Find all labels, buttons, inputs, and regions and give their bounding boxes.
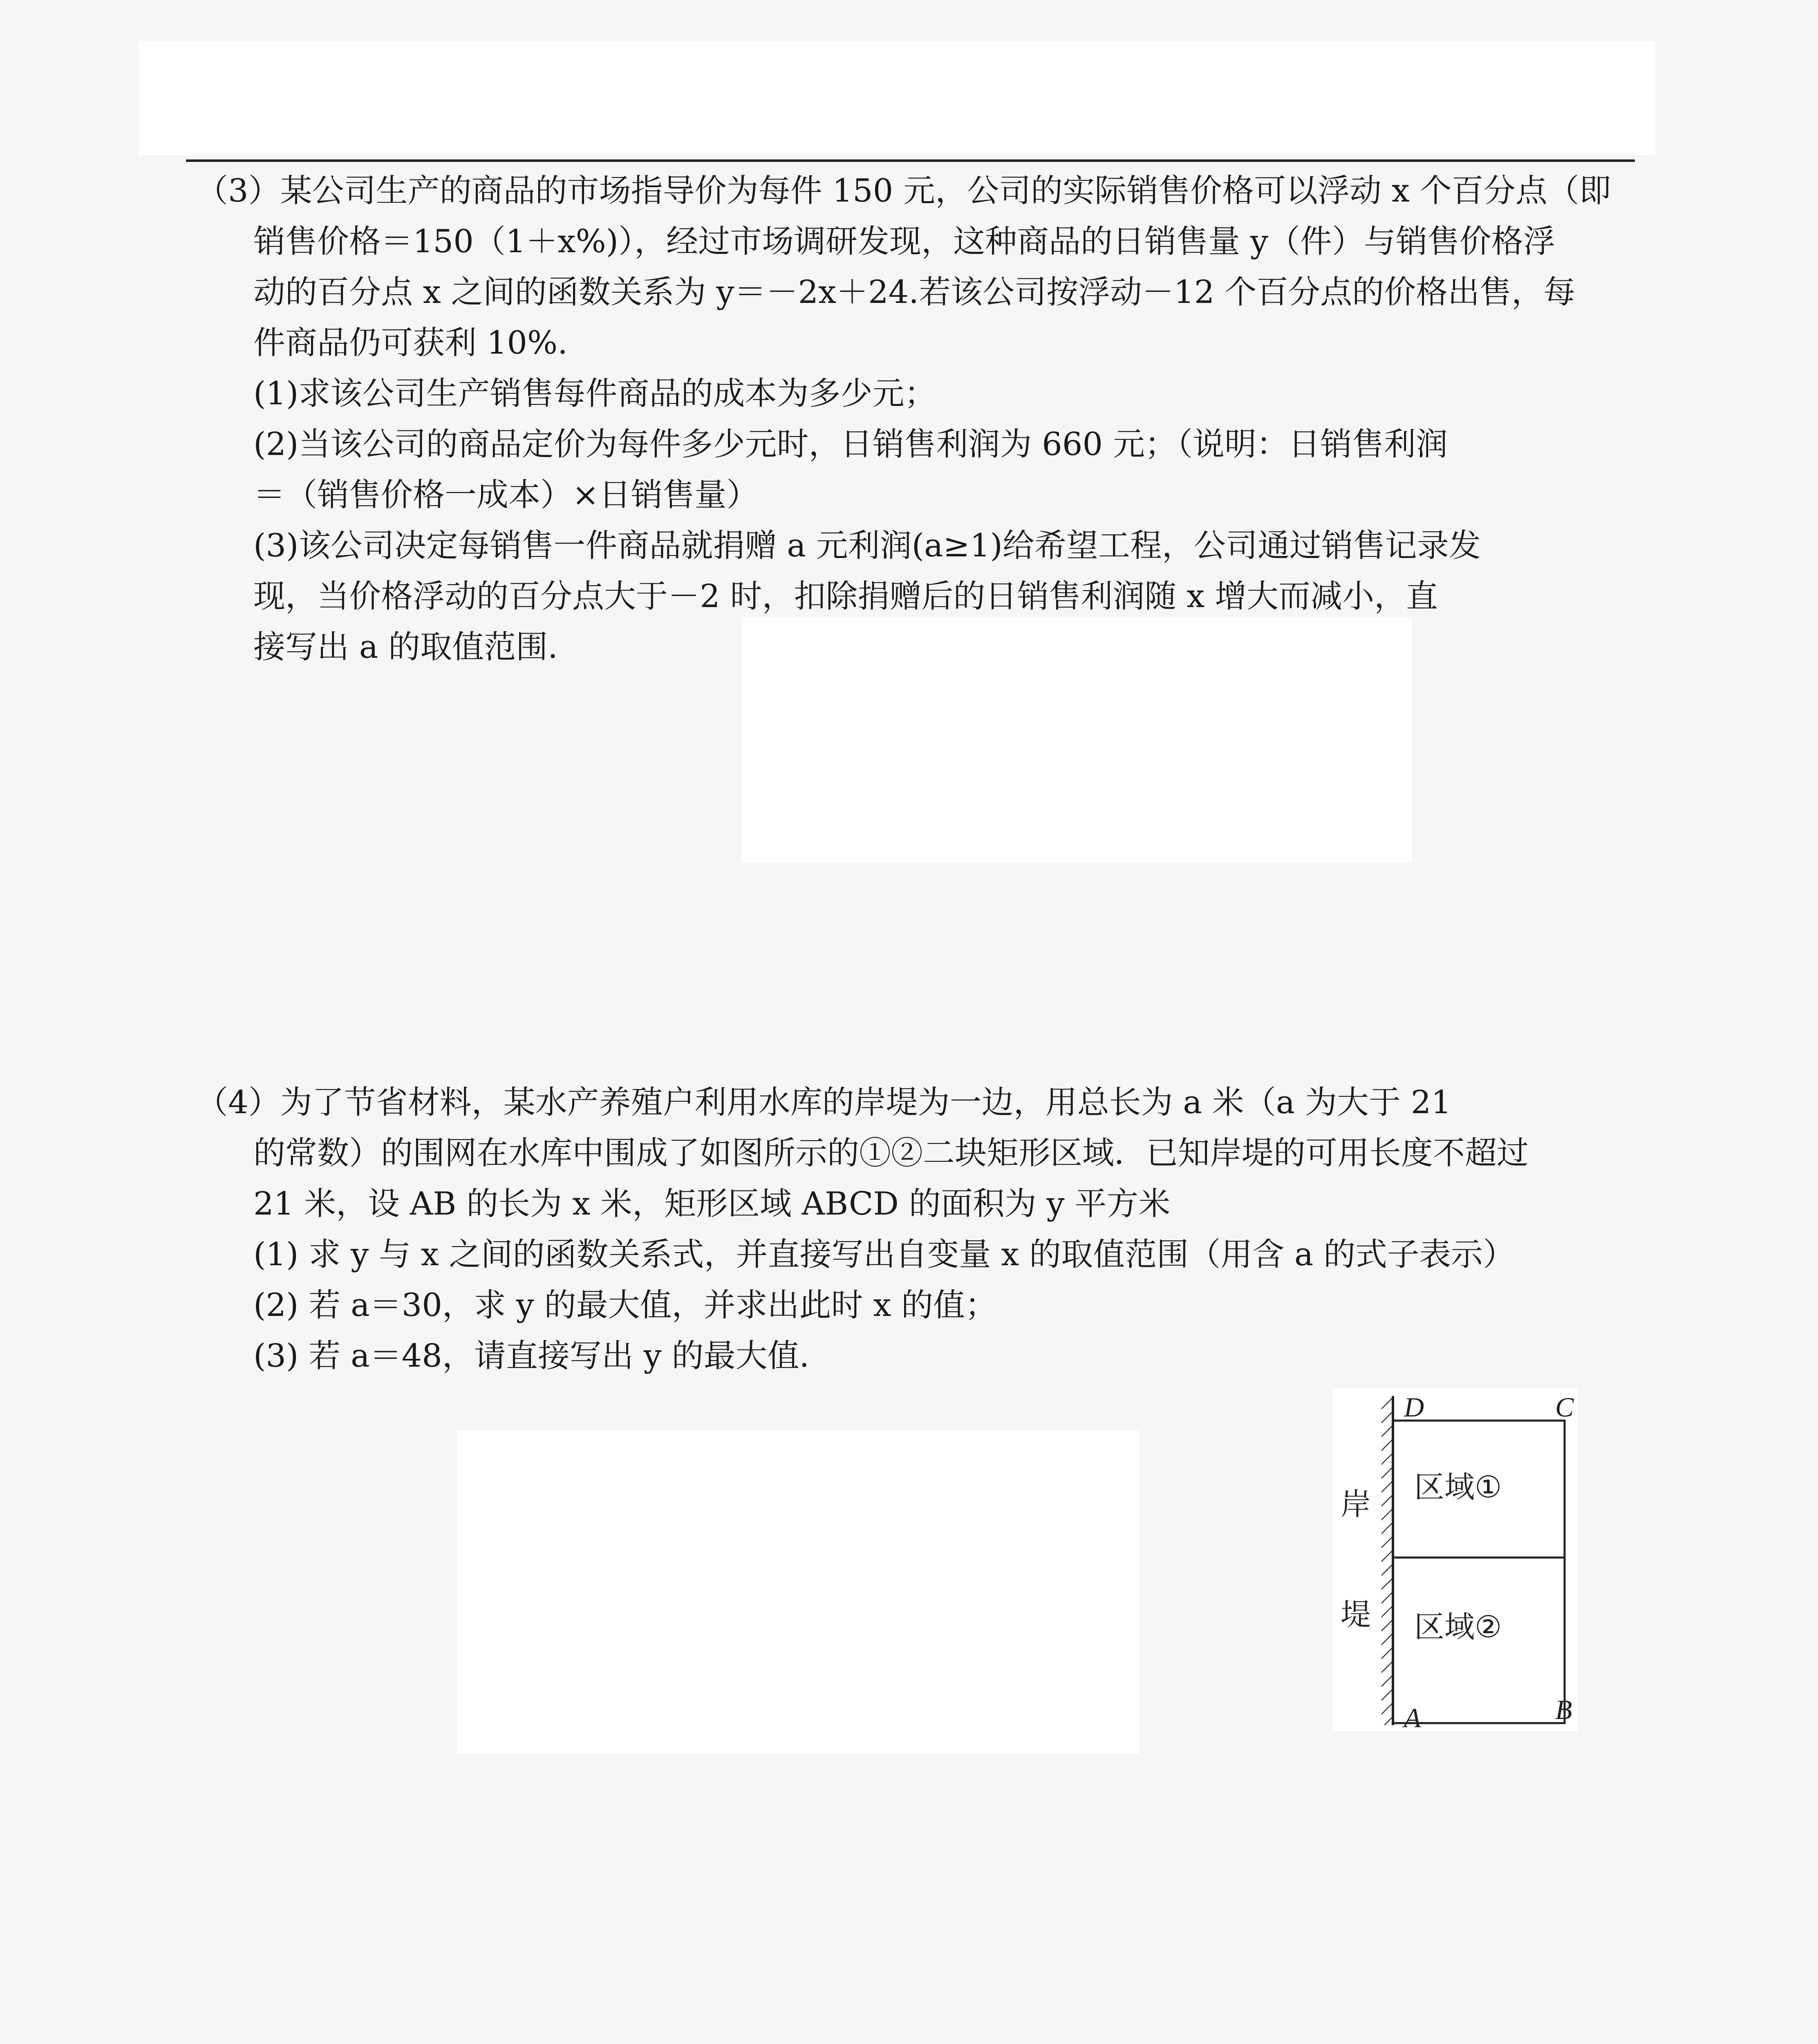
label-d: D — [1404, 1392, 1424, 1423]
header-blank-area — [139, 41, 1655, 155]
diagram-background — [1332, 1388, 1578, 1731]
problem-3-line-3: 动的百分点 x 之间的函数关系为 y＝－2x＋24.若该公司按浮动－12 个百分点的价格出售，每 — [253, 274, 1576, 311]
problem-3 — [196, 166, 1643, 672]
bank-rectangle-diagram — [1332, 1388, 1578, 1731]
problem-3-line-2: 销售价格＝150（1＋x%)），经过市场调研发现，这种商品的日销售量 y（件）与销售价格浮 — [253, 223, 1555, 260]
problem-3-line-4: 件商品仍可获利 10%. — [253, 325, 568, 361]
label-a: A — [1404, 1702, 1421, 1731]
answer-blank-area-2 — [457, 1431, 1140, 1754]
header-rule — [186, 159, 1635, 162]
bank-char-2: 堤 — [1341, 1597, 1371, 1632]
label-c: C — [1555, 1392, 1574, 1423]
region-2-label: 区域② — [1414, 1609, 1502, 1645]
problem-3-part-1: (1)求该公司生产销售每件商品的成本为多少元； — [253, 375, 936, 412]
problem-4-line-1: （4）为了节省材料，某水产养殖户利用水库的岸堤为一边，用总长为 a 米（a 为大于 21 — [196, 1084, 1452, 1121]
region-1-label: 区域① — [1414, 1470, 1502, 1505]
bank-char-1: 岸 — [1341, 1487, 1371, 1522]
bank-hatching — [1381, 1396, 1392, 1725]
problem-3-part-3-cont-2: 接写出 a 的取值范围. — [253, 629, 558, 666]
problem-3-part-2: (2)当该公司的商品定价为每件多少元时，日销售利润为 660 元；（说明：日销售利润 — [253, 426, 1448, 463]
problem-4-line-2: 的常数）的围网在水库中围成了如图所示的①②二块矩形区域．已知岸堤的可用长度不超过 — [253, 1135, 1529, 1172]
problem-4-part-2: (2) 若 a＝30，求 y 的最大值，并求出此时 x 的值； — [253, 1287, 997, 1324]
problem-3-part-3-cont-1: 现，当价格浮动的百分点大于－2 时，扣除捐赠后的日销售利润随 x 增大而减小，直 — [253, 578, 1438, 615]
problem-3-part-2-cont: ＝（销售价格一成本）×日销售量） — [253, 477, 759, 513]
problem-4-part-1: (1) 求 y 与 x 之间的函数关系式，并直接写出自变量 x 的取值范围（用含 a 的式子表示） — [253, 1236, 1515, 1273]
problem-4-line-3: 21 米，设 AB 的长为 x 米，矩形区域 ABCD 的面积为 y 平方米 — [253, 1186, 1171, 1222]
label-b: B — [1555, 1694, 1572, 1725]
problem-4 — [196, 1077, 1643, 1381]
problem-4-part-3: (3) 若 a＝48，请直接写出 y 的最大值. — [253, 1338, 810, 1374]
problem-3-part-3: (3)该公司决定每销售一件商品就捐赠 a 元利润(a≥1)给希望工程，公司通过销售记录发 — [253, 527, 1481, 564]
problem-3-line-1: （3）某公司生产的商品的市场指导价为每件 150 元，公司的实际销售价格可以浮动 x 个百分点（即 — [196, 173, 1611, 209]
